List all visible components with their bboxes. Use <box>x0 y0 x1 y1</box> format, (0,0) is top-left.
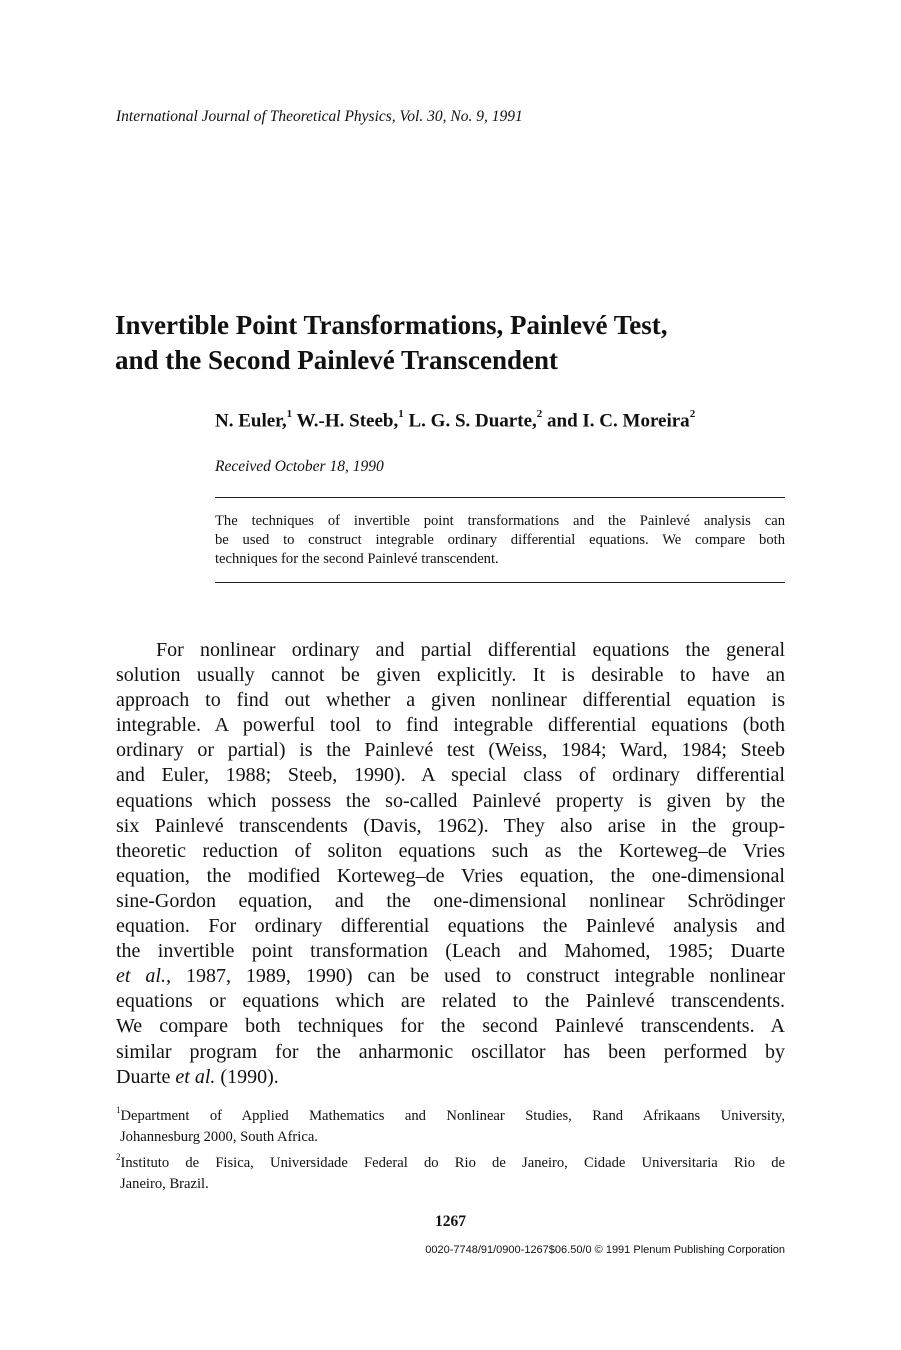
author-name: I. C. Moreira <box>582 410 690 432</box>
footnote-text: Department of Applied Mathematics and Nonlinear Studies, Rand Afrikaans University, <box>120 1107 785 1124</box>
author-conjunction: and <box>547 410 578 432</box>
body-line: solution usually cannot be given explicitly. It is desirable to have an <box>116 664 785 687</box>
affiliation-mark: 1 <box>286 408 293 420</box>
footnote-1-line: Johannesburg 2000, South Africa. <box>120 1128 318 1145</box>
body-line: equations which possess the so-called Painlevé property is given by the <box>116 789 785 812</box>
body-line-text: 1987, 1989, 1990) can be used to construct integrable nonlinear <box>170 965 785 988</box>
paper-title <box>115 308 815 378</box>
body-line-text: (1990). <box>215 1065 279 1088</box>
footnote-1-line <box>116 1101 785 1127</box>
abstract-line: be used to construct integrable ordinary differential equations. We compare both <box>215 532 785 548</box>
abstract-line: techniques for the second Painlevé transcendent. <box>215 551 499 567</box>
citation-etal: et al. <box>175 1065 216 1088</box>
body-line: theoretic reduction of soliton equations such as the Korteweg–de Vries <box>116 839 785 862</box>
footnote-2-line <box>116 1148 785 1174</box>
body-line: ordinary or partial) is the Painlevé test (Weiss, 1984; Ward, 1984; Steeb <box>116 739 785 762</box>
author-list <box>215 410 695 432</box>
body-line: the invertible point transformation (Leach and Mahomed, 1985; Duarte <box>116 940 785 963</box>
body-line: We compare both techniques for the second Painlevé transcendents. A <box>116 1015 785 1038</box>
body-line-text: Duarte <box>116 1065 176 1088</box>
body-line: similar program for the anharmonic oscillator has been performed by <box>116 1040 785 1063</box>
body-line: approach to find out whether a given nonlinear differential equation is <box>116 689 785 712</box>
author-name: L. G. S. Duarte, <box>408 410 537 432</box>
body-line <box>116 1065 785 1090</box>
body-line: equations or equations which are related to the Painlevé transcendents. <box>116 990 785 1013</box>
body-line: sine-Gordon equation, and the one-dimensional nonlinear Schrödinger <box>116 889 785 912</box>
affiliation-mark: 2 <box>536 408 543 420</box>
footnote-text: Instituto de Fisica, Universidade Federal do Rio de Janeiro, Cidade Universitaria Rio de <box>120 1154 785 1171</box>
received-date: Received October 18, 1990 <box>215 458 384 475</box>
affiliation-mark: 2 <box>689 408 696 420</box>
journal-citation: International Journal of Theoretical Physics, Vol. 30, No. 9, 1991 <box>116 108 523 125</box>
body-line: For nonlinear ordinary and partial differential equations the general <box>156 639 785 661</box>
author-name: N. Euler, <box>215 410 287 432</box>
body-line: equation. For ordinary differential equations the Painlevé analysis and <box>116 915 785 938</box>
body-line: six Painlevé transcendents (Davis, 1962). They also arise in the group- <box>116 814 785 837</box>
body-line <box>116 964 785 989</box>
footnote-2-line: Janeiro, Brazil. <box>120 1175 209 1192</box>
page-number: 1267 <box>435 1213 466 1230</box>
abstract-bottom-rule <box>215 582 785 583</box>
author-name: W.-H. Steeb, <box>296 410 399 432</box>
abstract-top-rule <box>215 497 785 498</box>
body-paragraph <box>116 638 785 1090</box>
title-line-1: Invertible Point Transformations, Painlevé Test, <box>115 310 668 340</box>
body-line: and Euler, 1988; Steeb, 1990). A special class of ordinary differential <box>116 764 785 787</box>
citation-etal: et al., <box>116 965 171 988</box>
title-line-2: and the Second Painlevé Transcendent <box>115 345 559 375</box>
footnotes <box>116 1101 785 1195</box>
abstract-line: The techniques of invertible point transformations and the Painlevé analysis can <box>215 513 785 529</box>
footnote-mark: 2 <box>116 1151 121 1162</box>
footnote-mark: 1 <box>116 1105 121 1115</box>
abstract <box>215 512 785 569</box>
copyright-line: 0020-7748/91/0900-1267$06.50/0 © 1991 Plenum Publishing Corporation <box>425 1244 785 1256</box>
body-line: integrable. A powerful tool to find integrable differential equations (both <box>116 714 785 737</box>
body-line: equation, the modified Korteweg–de Vries equation, the one-dimensional <box>116 864 785 887</box>
affiliation-mark: 1 <box>398 408 404 420</box>
